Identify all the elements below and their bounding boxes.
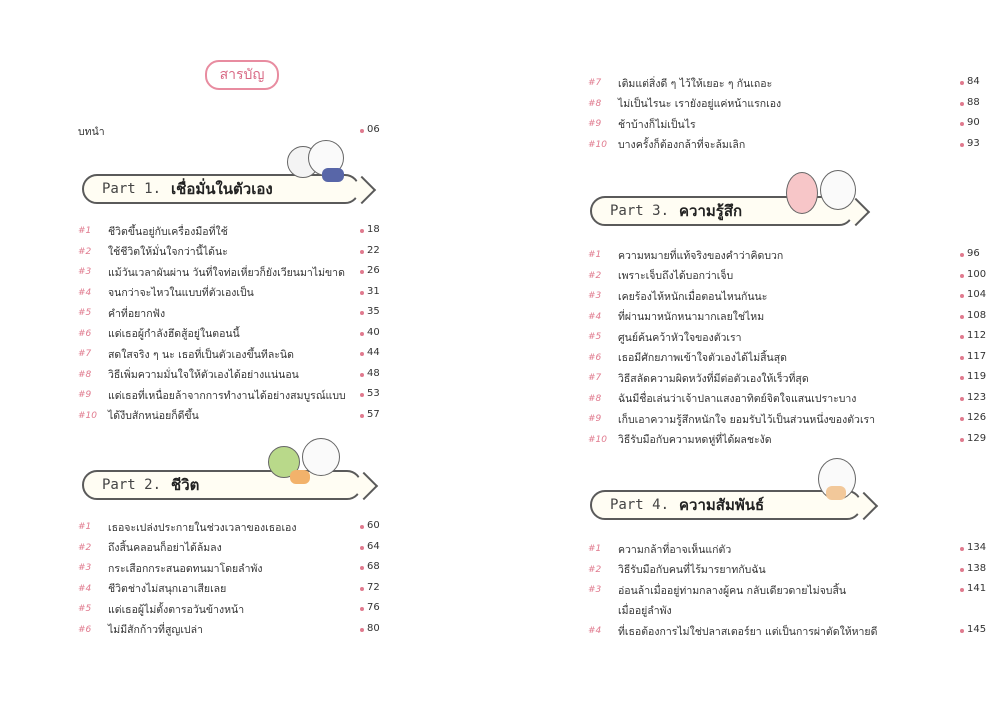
bullet-dot [960,547,964,551]
bullet-dot [360,607,364,611]
entry-page: 138 [967,562,987,574]
bullet-dot [960,397,964,401]
entry-page: 48 [367,367,380,379]
entry-page: 96 [967,248,980,259]
banner-tail [850,492,878,520]
entry-title: แด่เธอผู้ไม่ตั้งตารอวันข้างหน้า [108,603,245,616]
entry-title: เก็บเอาความรู้สึกหนักใจ ยอมรับไว้เป็นส่วนหนึ่งของตัวเรา [618,413,876,426]
bullet-dot [960,143,964,147]
bullet-dot [960,376,964,380]
entry-number: #3 [78,563,92,573]
toc-entry [588,246,990,264]
entry-page: 129 [967,432,987,444]
entry-page: 53 [367,388,380,399]
bullet-dot [360,270,364,274]
toc-entry [588,74,990,92]
entry-number: #7 [588,373,602,383]
right-page [490,0,987,711]
entry-number: #9 [78,390,92,400]
entry-page: 40 [367,326,380,338]
entry-page: 117 [967,350,987,362]
toc-entry [78,518,390,536]
entry-page: 76 [367,602,380,613]
entry-title: เธอจะเปล่งประกายในช่วงเวลาของเธอเอง [108,521,297,534]
bullet-dot [360,291,364,295]
entry-page: 100 [967,268,987,280]
entry-page: 35 [367,306,380,317]
bullet-dot [360,373,364,377]
entry-title: เธอมีศักยภาพเข้าใจตัวเองได้ไม่สิ้นสุด [618,352,787,364]
entry-title: เพราะเจ็บถึงได้บอกว่าเจ็บ [618,270,734,282]
entry-number: #5 [78,604,92,614]
part3-title: ความรู้สึก [679,202,743,220]
bullet-dot [960,335,964,339]
bullet-dot [360,332,364,336]
entry-title-line2: เมื่ออยู่ลำพัง [618,605,672,617]
toc-entry [588,267,990,285]
entry-number: #1 [588,250,602,260]
toc-entry [78,621,390,639]
entry-page: 18 [367,224,380,235]
entry-page: 119 [967,371,987,382]
entry-number: #10 [588,139,607,150]
entry-title: ศูนย์ค้นคว้าหัวใจของตัวเรา [618,331,742,344]
entry-page: 44 [367,347,380,358]
part4-banner [590,490,862,520]
entry-page: 104 [967,289,987,300]
bullet-dot [360,414,364,418]
bullet-dot [960,438,964,442]
toc-entry [78,366,390,384]
bullet-dot [960,122,964,126]
entry-number: #9 [588,414,602,424]
bullet-dot [960,629,964,633]
toc-entry [588,540,990,558]
entry-title: จนกว่าจะไหวในแบบที่ตัวเองเป็น [108,287,254,299]
entry-number: #5 [588,332,602,342]
toc-entry [78,386,390,404]
entry-number: #6 [78,624,92,635]
bullet-dot [360,546,364,550]
toc-entry [78,263,390,281]
entry-page: 108 [967,309,987,321]
entry-number: #7 [78,349,92,359]
entry-page: 88 [967,96,980,108]
bullet-dot [360,352,364,356]
entry-number: #6 [588,352,602,363]
toc-entry [588,390,990,408]
toc-entry [588,115,990,133]
entry-number: #2 [78,542,92,553]
entry-number: #3 [588,291,602,301]
entry-title: แด่เธอที่เหนื่อยล้าจากการทำงานได้อย่างสมบูรณ์แบบ [108,389,346,402]
entry-title: วิธีรับมือกับคนที่ไร้มารยาทกับฉัน [618,564,766,576]
bullet-dot [960,588,964,592]
bullet-dot [960,274,964,278]
entry-number: #1 [78,522,92,532]
entry-title: ที่เธอต้องการไม่ใช่ปลาสเตอร์ยา แต่เป็นการผ่าตัดให้หายดี [618,625,878,638]
bullet-dot [360,129,364,133]
toc-entry [588,95,990,113]
entry-title-continued [618,602,672,620]
entry-page: 72 [367,581,380,593]
entry-page: 93 [967,137,980,149]
entry-page: 90 [967,117,980,128]
entry-page: 141 [967,583,987,594]
entry-page: 80 [367,622,380,634]
entry-number: #1 [588,544,602,554]
bullet-dot [360,393,364,397]
toc-entry [78,407,390,425]
entry-number: #4 [588,626,602,636]
entry-title: วิธีสลัดความผิดหวังที่มีต่อตัวเองให้เร็วที่สุด [618,372,809,385]
entry-number: #8 [588,393,602,404]
toc-entry [588,622,990,640]
toc-entry [588,328,990,346]
entry-title: ชีวิตขึ้นอยู่กับเครื่องมือที่ใช้ [108,225,228,238]
toc-entry [78,580,390,598]
bullet-dot [360,250,364,254]
toc-entry [78,304,390,322]
entry-page: 22 [367,244,380,256]
entry-page: 134 [967,542,987,553]
toc-entry [588,410,990,428]
toc-entry [78,600,390,618]
entry-number: #3 [588,585,602,595]
entry-title: ชีวิตช่างไม่สนุกเอาเสียเลย [108,583,227,595]
part2-title: ชีวิต [171,476,200,494]
toc-entry [78,559,390,577]
bullet-dot [360,587,364,591]
entry-title: แด่เธอผู้กำลังฮึดสู้อยู่ในตอนนี้ [108,328,240,340]
bullet-dot [360,311,364,315]
entry-number: #10 [588,434,607,445]
part3-prefix: Part 3. [610,203,670,219]
toc-entry [78,345,390,363]
toc-title: สารบัญ [205,60,279,90]
toc-entry [78,284,390,302]
toc-entry [78,325,390,343]
entry-number: #1 [78,226,92,236]
toc-entry [588,287,990,305]
entry-number: #10 [78,410,97,421]
entry-title: วิธีรับมือกับความหดหู่ที่ได้ผลชะงัด [618,434,772,446]
entry-number: #4 [588,311,602,322]
entry-number: #7 [588,78,602,88]
entry-title: ความหมายที่แท้จริงของคำว่าคิดบวก [618,249,784,262]
part1-prefix: Part 1. [102,181,162,197]
entry-page: 64 [367,540,380,552]
entry-page: 26 [367,265,380,276]
entry-page: 60 [367,520,380,531]
bullet-dot [960,568,964,572]
bullet-dot [960,315,964,319]
bullet-dot [960,356,964,360]
part1-title: เชื่อมั่นในตัวเอง [171,180,273,198]
entry-title: สดใสจริง ๆ นะ เธอที่เป็นตัวเองขึ้นทีละนิด [108,348,294,361]
bullet-dot [360,566,364,570]
entry-page: 84 [967,76,980,87]
entry-title: แม้วันเวลาผันผ่าน วันที่ใจท่อเหี่ยวก็ยังเวียนมาไม่ขาด [108,266,345,279]
entry-title: ไม่มีสักก้าวที่สูญเปล่า [108,624,203,636]
entry-title: ที่ผ่านมาหนักหนามากเลยใช่ไหม [618,311,765,323]
entry-page: 126 [967,412,987,423]
entry-number: #5 [78,308,92,318]
entry-number: #9 [588,119,602,129]
entry-number: #8 [588,98,602,109]
toc-entry [78,539,390,557]
entry-title: ใช้ชีวิตให้มั่นใจกว่านี้ได้นะ [108,246,228,258]
entry-number: #2 [78,246,92,257]
entry-title: วิธีเพิ่มความมั่นใจให้ตัวเองได้อย่างแน่นอน [108,369,299,381]
banner-tail [350,472,378,500]
entry-number: #3 [78,267,92,277]
entry-title: ได้งีบสักหน่อยก็ดีขึ้น [108,410,199,422]
part2-prefix: Part 2. [102,477,162,493]
bullet-dot [960,81,964,85]
bullet-dot [960,253,964,257]
toc-entry [78,243,390,261]
entry-number: #6 [78,328,92,339]
entry-page: 123 [967,391,987,403]
entry-title: เติมแต่สิ่งดี ๆ ไว้ให้เยอะ ๆ กันเถอะ [618,77,773,90]
part4-prefix: Part 4. [610,497,670,513]
intro-label: บทนำ [78,125,105,138]
entry-title: ช้าบ้างก็ไม่เป็นไร [618,118,696,131]
toc-entry [588,136,990,154]
intro-row [78,122,378,140]
toc-entry [588,308,990,326]
intro-page: 06 [367,124,380,135]
toc-entry [588,431,990,449]
entry-number: #8 [78,369,92,380]
left-page [0,0,490,711]
entry-number: #2 [588,270,602,281]
bullet-dot [960,102,964,106]
entry-title: เคยร้องไห้หนักเมื่อตอนไหนกันนะ [618,290,768,303]
bullet-dot [360,229,364,233]
entry-page: 68 [367,561,380,572]
toc-entry [588,349,990,367]
toc-entry [588,581,990,599]
entry-title: ไม่เป็นไรนะ เรายังอยู่แค่หน้าแรกเอง [618,98,782,110]
entry-page: 57 [367,408,380,420]
banner-tail [348,176,376,204]
entry-title: ฉันมีชื่อเล่นว่าเจ้าปลาแสงอาทิตย์จิตใจแสนเปราะบาง [618,393,857,405]
entry-title: กระเสือกกระสนอดทนมาโดยลำพัง [108,562,263,575]
bullet-dot [960,294,964,298]
entry-title: บางครั้งก็ต้องกล้าที่จะล้มเลิก [618,139,746,151]
entry-number: #4 [78,583,92,594]
entry-page: 145 [967,624,987,635]
entry-title: อ่อนล้าเมื่ออยู่ท่ามกลางผู้คน กลับเดียวดายไม่จบสิ้น [618,584,847,597]
toc-entry [588,369,990,387]
bullet-dot [360,525,364,529]
entry-number: #4 [78,287,92,298]
entry-number: #2 [588,564,602,575]
bullet-dot [360,628,364,632]
toc-entry [78,222,390,240]
entry-title: คำที่อยากฟัง [108,307,166,320]
entry-page: 112 [967,330,987,341]
part4-title: ความสัมพันธ์ [679,496,765,514]
bullet-dot [960,417,964,421]
entry-page: 31 [367,285,380,297]
entry-title: ความกล้าที่อาจเห็นแก่ตัว [618,543,732,556]
toc-entry [588,561,990,579]
entry-title: ถึงสิ้นคลอนก็อย่าได้ล้มลง [108,542,222,554]
part1-banner [82,174,360,204]
